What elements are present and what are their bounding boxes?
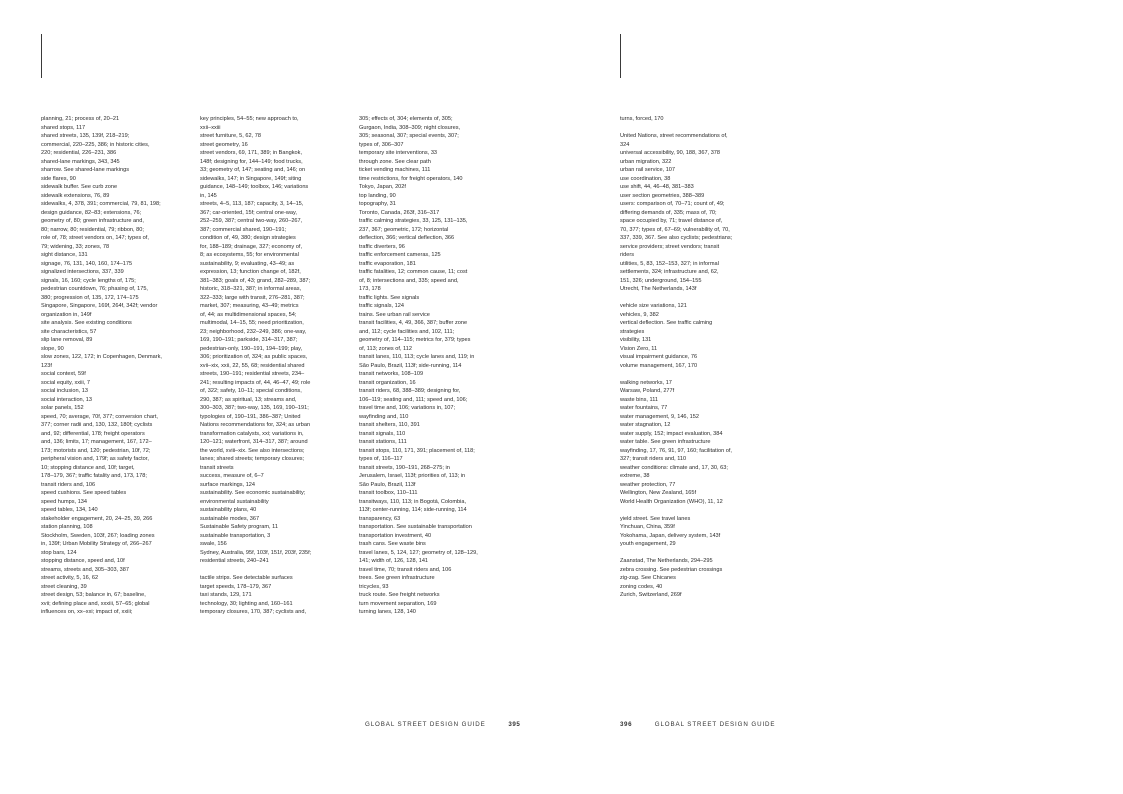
index-line: and, 112; cycle facilities and, 102, 111; — [359, 328, 455, 335]
letter-gap — [620, 506, 795, 515]
index-line: 290, 387; as spiritual, 13; streams and, — [200, 396, 297, 403]
index-line: site characteristics, 57 — [41, 328, 97, 335]
index-line: water supply, 152; impact evaluation, 384 — [620, 430, 723, 437]
index-line: pedestrian-only, 190–191, 194–199; play, — [200, 345, 303, 352]
index-line: 80; narrow, 80; residential, 79; ribbon, 80; — [41, 226, 144, 233]
index-line: 324 — [620, 141, 630, 148]
index-line: 367; car-oriented, 15f; central one-way, — [200, 209, 297, 216]
index-line: sidewalk extensions, 76, 89 — [41, 192, 110, 199]
index-line: use shift, 44, 46–48, 381–383 — [620, 184, 694, 190]
index-line: slow zones, 122, 172; in Copenhagen, Denmark, — [41, 354, 162, 360]
index-line: success, measure of, 6–7 — [200, 473, 264, 479]
index-line: transit riders and, 106 — [41, 481, 96, 488]
index-line: Singapore, Singapore, 169f, 264f, 342f; vendor — [41, 303, 158, 309]
index-line: Nations recommendations for, 324; as urban — [200, 422, 311, 428]
index-line: visibility, 131 — [620, 337, 652, 343]
index-line: walking networks, 17 — [620, 379, 672, 386]
index-line: shared stops, 117 — [41, 124, 86, 131]
index-line: for, 188–189; drainage, 327; economy of, — [200, 243, 303, 250]
left-page-index-column-1 — [41, 115, 189, 617]
index-line: 237, 367; geometric, 172; horizontal — [359, 226, 449, 233]
index-line: transparency, 63 — [359, 515, 401, 522]
index-line: vertical deflection. See traffic calming — [620, 320, 713, 326]
index-line: street cleaning, 39 — [41, 583, 87, 590]
index-line: guidance, 148–149; toolbox, 146; variations — [200, 184, 309, 190]
index-line: sustainable modes, 367 — [200, 515, 260, 522]
index-line: United Nations, street recommendations of, — [620, 133, 728, 139]
index-line: swale, 156 — [200, 541, 227, 547]
index-line: 306; prioritization of, 324; as public spaces, — [200, 354, 308, 360]
index-line: lanes; shared streets; temporary closures; — [200, 456, 305, 462]
index-line: influences on, xx–xxi; impact of, xxiii; — [41, 609, 133, 615]
index-line: stakeholder engagement, 20, 24–25, 39, 266 — [41, 515, 153, 522]
index-line: social interaction, 13 — [41, 396, 92, 403]
index-line: pedestrian countdown, 76; phasing of, 175, — [41, 286, 148, 292]
index-line: trees. See green infrastructure — [359, 575, 435, 581]
right-page-index-column-1 — [620, 115, 795, 600]
index-line: traffic diverters, 96 — [359, 243, 405, 250]
left-page-index-column-2 — [200, 115, 348, 617]
index-line: Vision Zero, 11 — [620, 345, 658, 352]
index-line: traffic calming strategies, 33, 125, 131–135, — [359, 218, 468, 224]
index-line: 387; commercial shared, 190–191; — [200, 226, 287, 233]
index-line: geometry of, 80; green infrastructure and, — [41, 218, 144, 224]
index-line: Warsaw, Poland, 277f — [620, 388, 675, 394]
index-line: user section geometries, 388–389 — [620, 192, 705, 199]
index-line: residential streets, 240–241 — [200, 558, 269, 564]
index-line: 300–303, 387; two-way, 135, 169, 190–191; — [200, 405, 309, 411]
index-line: typologies of, 190–191, 386–387; United — [200, 413, 301, 420]
index-line: slope, 90 — [41, 345, 64, 352]
index-line: taxi stands, 129, 171 — [200, 592, 252, 598]
index-line: São Paulo, Brazil, 113f; side-running, 114 — [359, 362, 462, 369]
index-line: transportation. See sustainable transportation — [359, 524, 472, 530]
index-line: sidewalks, 147; in Singapore, 149f; siting — [200, 175, 302, 182]
index-line: of, 44; as multidimensional spaces, 54; — [200, 311, 297, 318]
index-line: 173, 178 — [359, 286, 381, 292]
index-line: transit facilities, 4, 49, 366, 387; buffer zone — [359, 320, 468, 326]
index-line: 377; corner radii and, 130, 132, 180f; cyclists — [41, 422, 153, 428]
index-line: urban rail service, 107 — [620, 167, 676, 173]
index-line: 79; widening, 33; zones, 78 — [41, 243, 110, 250]
index-line: streets, 190–191; residential streets, 234– — [200, 371, 305, 377]
index-line: youth engagement, 29 — [620, 541, 676, 547]
index-line: 23; neighborhood, 232–249, 386; one-way, — [200, 328, 307, 335]
index-line: top landing, 90 — [359, 192, 396, 199]
index-line: and, 92; differential, 178; freight operators — [41, 430, 145, 437]
index-line: water stagnation, 12 — [620, 422, 671, 428]
index-line: transit organization, 16 — [359, 379, 416, 386]
letter-gap — [620, 294, 795, 303]
index-line: strategies — [620, 328, 645, 335]
index-line: 169, 190–191; parkside, 314–317, 387; — [200, 337, 298, 343]
index-line: stop bars, 124 — [41, 549, 77, 556]
index-line: geometry of, 114–115; metrics for, 379; types — [359, 337, 471, 343]
page-number: 395 — [508, 721, 521, 728]
index-line: site analysis. See existing conditions — [41, 320, 132, 326]
index-line: target speeds, 178–179, 367 — [200, 583, 272, 590]
left-page-index-column-3 — [359, 115, 507, 617]
index-line: Utrecht, The Netherlands, 143f — [620, 286, 697, 292]
index-line: zig-zag. See Chicanes — [620, 575, 676, 581]
index-line: tricycles, 93 — [359, 583, 389, 590]
index-line: 151, 326; underground, 154–155 — [620, 277, 702, 284]
index-line: wayfinding, 17, 76, 91, 97, 160; facilitation of, — [620, 447, 732, 454]
index-line: signage, 76, 131, 140, 160, 174–175 — [41, 260, 133, 267]
index-line: Yokohama, Japan, delivery system, 143f — [620, 532, 721, 539]
index-line: visual impairment guidance, 76 — [620, 354, 698, 360]
index-line: transit stops, 110, 171, 391; placement of, 118; — [359, 447, 475, 454]
index-line: 241; resulting impacts of, 44, 46–47, 49; role — [200, 379, 311, 386]
index-line: xxii–xxiii — [200, 124, 221, 131]
index-line: weather protection, 77 — [620, 481, 676, 488]
index-line: water management, 9, 146, 152 — [620, 413, 699, 420]
index-line: 322–333; large with transit, 276–281, 387; — [200, 294, 305, 301]
index-line: transportation investment, 40 — [359, 532, 432, 539]
index-line: tactile strips. See detectable surfaces — [200, 575, 293, 581]
index-line: 70, 377; types of, 67–69; vulnerability of, 70, — [620, 226, 730, 233]
index-line: deflection, 366; vertical deflection, 366 — [359, 235, 455, 241]
index-line: time restrictions, for freight operators, 140 — [359, 175, 463, 182]
index-line: Yinchuan, China, 359f — [620, 524, 675, 530]
index-line: 141; width of, 126, 128, 141 — [359, 558, 429, 564]
index-line: transit streets, 190–191, 268–275; in — [359, 464, 450, 471]
index-line: transit lanes, 110, 113; cycle lanes and, 119; in — [359, 354, 475, 360]
index-line: Toronto, Canada, 263f, 316–317 — [359, 209, 440, 216]
index-line: slip lane removal, 89 — [41, 337, 93, 343]
letter-gap — [200, 566, 348, 575]
index-line: xvii–xix, xxii, 22, 55, 68; residential shared — [200, 362, 305, 369]
index-line: of, 8; intersections and, 335; speed and, — [359, 277, 459, 284]
index-line: speed tables, 134, 140 — [41, 507, 98, 513]
index-line: in, 139f; Urban Mobility Strategy of, 266–267 — [41, 541, 152, 547]
index-line: transit riders, 68, 388–389; designing for, — [359, 388, 461, 394]
index-line: Jerusalem, Israel, 113f; priorities of, 113; in — [359, 473, 466, 479]
index-line: streets, 4–5, 113, 187; capacity, 3, 14–15, — [200, 201, 304, 207]
index-line: 305; effects of, 304; elements of, 305; — [359, 116, 453, 122]
index-line: transit streets — [200, 464, 234, 471]
index-line: Gurgaon, India, 308–309; night closures, — [359, 124, 461, 131]
index-line: vehicles, 9, 382 — [620, 311, 659, 318]
index-line: traffic lights. See signals — [359, 294, 420, 301]
index-line: utilities, 5, 83, 152–153, 327; in informal — [620, 260, 719, 267]
index-line: water table. See green infrastructure — [620, 439, 711, 445]
index-line: through zone. See clear path — [359, 158, 431, 165]
index-line: 327; transit riders and, 110 — [620, 456, 687, 462]
index-line: 337, 339, 367. See also cyclists; pedestrians; — [620, 235, 733, 241]
index-line: extreme, 38 — [620, 473, 650, 479]
index-line: travel time and, 106; variations in, 107; — [359, 405, 456, 411]
index-line: travel lanes, 5, 124, 127; geometry of, 128–129, — [359, 549, 478, 556]
index-line: Zaanstad, The Netherlands, 294–295 — [620, 558, 713, 564]
index-line: transit signals, 110 — [359, 430, 406, 437]
index-line: environmental sustainability — [200, 498, 269, 505]
index-line: traffic signals, 124 — [359, 303, 404, 309]
index-line: Wellington, New Zealand, 165f — [620, 490, 697, 496]
right-page-margin-rule — [620, 34, 621, 78]
index-line: commercial, 220–225, 386; in historic cities, — [41, 141, 150, 148]
index-line: 220; residential, 226–231, 386 — [41, 150, 117, 156]
index-line: 381–383; goals of, 43; grand, 282–289, 387; — [200, 277, 311, 284]
index-line: 106–119; seating and, 111; speed and, 106; — [359, 396, 468, 403]
index-line: topography, 31 — [359, 201, 396, 207]
index-line: 120–121; waterfront, 314–317, 387; around — [200, 439, 308, 445]
index-line: peripheral vision and, 179f; as safety factor, — [41, 456, 149, 462]
left-page-margin-rule — [41, 34, 42, 78]
letter-gap — [620, 124, 795, 133]
index-line: of, 322; safety, 10–11; special conditions, — [200, 388, 302, 394]
index-line: water fountains, 77 — [620, 405, 668, 411]
index-line: temporary site interventions, 33 — [359, 150, 438, 156]
index-line: waste bins, 111 — [620, 396, 659, 403]
index-line: expression, 13; function change of, 182f, — [200, 269, 301, 275]
index-line: historic, 318–321, 387; in informal areas, — [200, 286, 302, 292]
index-line: traffic fatalities, 12; common cause, 11; cost — [359, 269, 468, 275]
index-line: travel time, 70; transit riders and, 106 — [359, 566, 452, 573]
index-line: use coordination, 38 — [620, 175, 671, 182]
index-line: role of, 78; street vendors on, 147; types of, — [41, 235, 149, 241]
index-line: sight distance, 131 — [41, 252, 88, 258]
footer-title: GLOBAL STREET DESIGN GUIDE — [654, 721, 776, 728]
index-line: temporary closures, 170, 387; cyclists and, — [200, 609, 307, 615]
index-line: settlements, 324; infrastructure and, 62, — [620, 269, 719, 275]
index-line: urban migration, 322 — [620, 158, 672, 165]
index-line: turns, forced, 170 — [620, 116, 664, 122]
index-line: trains. See urban rail service — [359, 311, 430, 318]
index-line: street geometry, 16 — [200, 141, 248, 148]
index-line: street furniture, 5, 62, 78 — [200, 133, 261, 139]
index-line: and, 136; limits, 17; management, 167, 172– — [41, 439, 152, 445]
index-line: Zurich, Switzerland, 269f — [620, 592, 682, 598]
index-line: in, 145 — [200, 192, 217, 199]
index-line: of, 113; zones of, 112 — [359, 345, 412, 352]
index-line: ticket vending machines, 111 — [359, 167, 431, 173]
index-line: design guidance, 82–83; extensions, 76; — [41, 209, 142, 216]
index-line: transitways, 110, 113; in Bogotá, Colombia, — [359, 498, 467, 505]
left-page-footer — [365, 721, 520, 728]
index-line: riders — [620, 252, 634, 258]
index-line: signalized intersections, 337, 339 — [41, 269, 124, 275]
index-line: Stockholm, Sweden, 103f, 267; loading zones — [41, 532, 155, 539]
footer-title: GLOBAL STREET DESIGN GUIDE — [365, 721, 486, 728]
index-line: shared streets, 135, 139f, 218–219; — [41, 133, 130, 139]
index-line: speed humps, 134 — [41, 498, 88, 505]
index-line: speed cushions. See speed tables — [41, 490, 127, 496]
index-line: weather conditions: climate and, 17, 30, 63; — [620, 464, 728, 471]
right-page-footer — [620, 721, 775, 728]
index-line: types of, 306–307 — [359, 141, 404, 148]
index-line: 148f; designing for, 144–149; food trucks, — [200, 158, 303, 165]
index-line: 173; motorists and, 120; pedestrian, 10f, 72; — [41, 447, 151, 454]
index-line: signals, 16, 160; cycle lengths of, 175; — [41, 277, 136, 284]
index-line: solar panels, 152 — [41, 405, 84, 411]
index-line: 305; seasonal, 307; special events, 307; — [359, 133, 459, 139]
index-line: 178–179, 367; traffic fatality and, 173, 178; — [41, 473, 147, 479]
index-line: traffic evaporation, 181 — [359, 260, 416, 267]
index-line: 380; progression of, 135, 172, 174–175 — [41, 294, 139, 301]
page-number: 396 — [620, 721, 633, 728]
index-line: sustainability. See economic sustainability; — [200, 490, 306, 496]
index-line: shared-lane markings, 343, 345 — [41, 158, 120, 165]
index-line: space occupied by, 71; travel distance of, — [620, 218, 723, 224]
index-line: social context, 59f — [41, 371, 86, 377]
index-line: transit stations, 111 — [359, 439, 407, 445]
index-line: sustainability, 9; evaluating, 43–49; as — [200, 260, 295, 267]
index-line: São Paulo, Brazil, 113f — [359, 481, 416, 488]
index-line: sidewalk buffer. See curb zone — [41, 184, 118, 190]
index-line: planning, 21; process of, 20–21 — [41, 116, 120, 122]
index-line: Sydney, Australia, 95f, 103f, 151f, 203f, 235f; — [200, 549, 312, 556]
index-line: vehicle size variations, 121 — [620, 303, 687, 309]
index-line: street activity, 5, 16, 62 — [41, 575, 99, 581]
index-line: social inclusion, 13 — [41, 388, 88, 394]
index-line: traffic enforcement cameras, 125 — [359, 252, 441, 258]
letter-gap — [620, 370, 795, 379]
index-line: transformation catalysts, xxi; variations in, — [200, 430, 304, 437]
index-line: sidewalks, 4, 378, 391; commercial, 79, 81, 198; — [41, 201, 161, 207]
index-line: types of, 116–117 — [359, 456, 403, 462]
index-line: users: comparison of, 70–71; count of, 49; — [620, 201, 725, 207]
index-line: differing demands of, 335; mass of, 70; — [620, 209, 717, 216]
index-line: universal accessibility, 90, 188, 367, 378 — [620, 150, 721, 156]
letter-gap — [620, 549, 795, 558]
index-line: 113f; center-running, 114; side-running, 114 — [359, 507, 467, 513]
index-line: turning lanes, 128, 140 — [359, 609, 416, 615]
index-line: speed, 70; average, 70f, 377; conversion chart, — [41, 413, 158, 420]
index-line: multimodal, 14–15, 55; need prioritization, — [200, 320, 304, 326]
index-line: key principles, 54–55; new approach to, — [200, 116, 299, 122]
index-line: street vendors, 69, 171, 389; in Bangkok, — [200, 150, 302, 156]
index-line: Tokyo, Japan, 202f — [359, 184, 406, 190]
index-line: turn movement separation, 169 — [359, 600, 437, 607]
index-line: sustainable transportation, 3 — [200, 532, 271, 539]
index-line: streams, streets and, 305–303, 387 — [41, 566, 130, 573]
index-line: station planning, 108 — [41, 524, 93, 530]
index-line: sustainability plans, 40 — [200, 507, 257, 513]
index-line: side flares, 90 — [41, 175, 76, 182]
index-line: transit networks, 108–109 — [359, 371, 424, 377]
index-line: condition of, 49, 380; design strategies — [200, 235, 296, 241]
index-line: Sustainable Safety program, 11 — [200, 524, 278, 530]
index-line: zoning codes, 40 — [620, 583, 663, 590]
index-line: transit toolbox, 110–111 — [359, 490, 418, 496]
index-line: 252–259, 387; central two-way, 260–267, — [200, 218, 303, 224]
index-line: World Health Organization (WHO), 11, 12 — [620, 498, 723, 505]
index-line: wayfinding and, 110 — [359, 413, 409, 420]
index-line: zebra crossing. See pedestrian crossings — [620, 566, 723, 573]
index-line: 33; geometry of, 147; seating and, 146; on — [200, 167, 306, 173]
index-line: 8; as ecosystems, 55; for environmental — [200, 252, 299, 258]
index-line: 10; stopping distance and, 10f; target, — [41, 464, 135, 471]
index-line: technology, 30; lighting and, 160–161 — [200, 600, 293, 607]
index-line: 123f — [41, 362, 52, 369]
index-line: surface markings, 124 — [200, 481, 256, 488]
index-line: the world, xviii–xix. See also intersections; — [200, 447, 305, 454]
index-line: truck route. See freight networks — [359, 592, 440, 598]
index-line: transit shelters, 110, 391 — [359, 422, 420, 428]
index-line: service providers; street vendors; transit — [620, 243, 720, 250]
index-line: street design, 53; balance in, 67; baseline, — [41, 592, 146, 598]
index-line: sharrow. See shared-lane markings — [41, 167, 129, 173]
index-line: market, 307; measuring, 43–49; metrics — [200, 303, 299, 309]
index-line: organization in, 149f — [41, 311, 92, 318]
index-line: trash cans. See waste bins — [359, 541, 426, 547]
index-line: social equity, xxiii, 7 — [41, 379, 91, 386]
index-line: yield street. See travel lanes — [620, 515, 691, 522]
index-line: volume management, 167, 170 — [620, 362, 698, 369]
index-line: xvii; defining place and, xxxiii, 57–65; global — [41, 600, 150, 607]
index-line: stopping distance, speed and, 10f — [41, 558, 125, 564]
